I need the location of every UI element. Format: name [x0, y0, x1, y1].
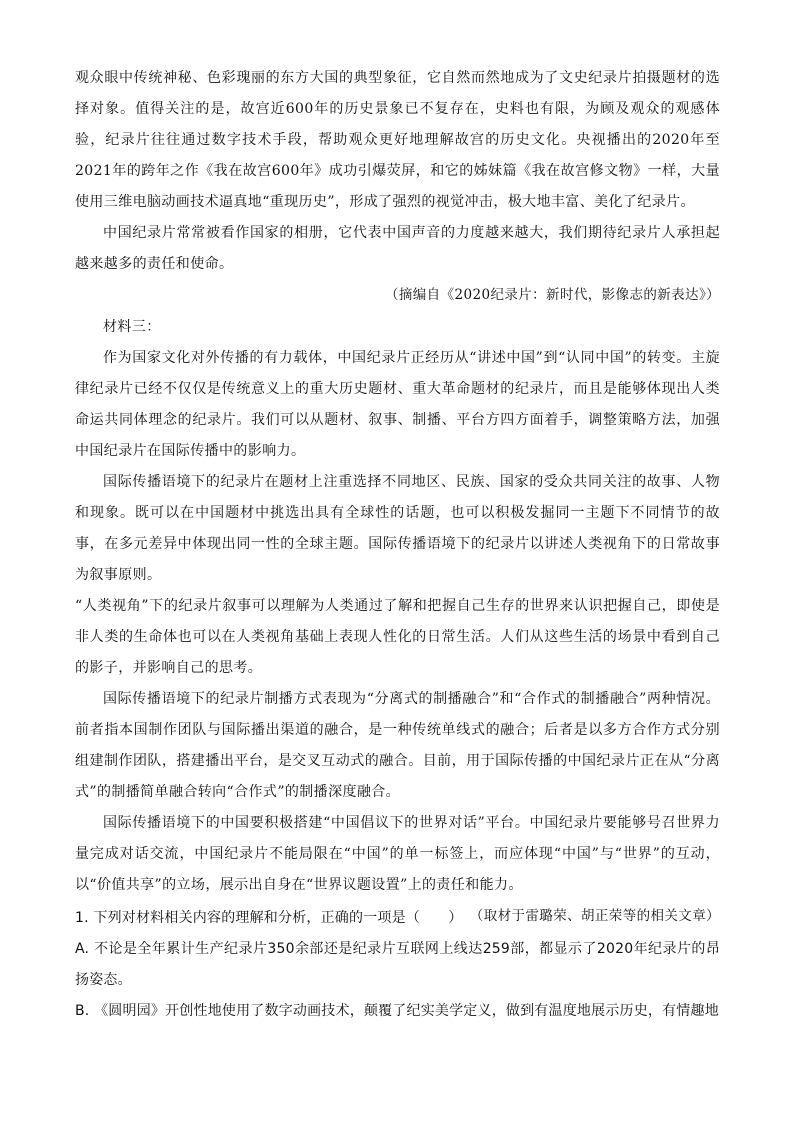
material-two-source: （摘编自《2020纪录片：新时代，影像志的新表达》） [384, 287, 720, 303]
material-two-text [75, 63, 720, 311]
option-b: B. 《圆明园》开创性地使用了数字动画技术，颠覆了纪实美学定义，做到有温度地展示历史，有情趣地 [75, 1003, 719, 1019]
material-three-text [75, 312, 720, 932]
material-three-paragraph-5: 国际传播语境下的中国要积极搭建“中国倡议下的世界对话”平台。中国纪录片要能够号召世界力量完成对话交流，中国纪录片不能局限在“中国”的单一标签上，而应体现“中国”与“世界”的互动，以“价值共享”的立场，展示出自身在“世界议题设置”上的责任和能力。 [75, 815, 720, 893]
material-two-paragraph-2: 中国纪录片常常被看作国家的相册，它代表中国声音的力度越来越大，我们期待纪录片人承担起越来越多的责任和使命。 [75, 225, 720, 272]
material-three-label: 材料三： [103, 319, 161, 335]
material-three-paragraph-2: 国际传播语境下的纪录片在题材上注重选择不同地区、民族、国家的受众共同关注的故事、人物和现象。既可以在中国题材中挑选出具有全球性的话题，也可以积极发掘同一主题下不同情节的故事，在多元差异中体现出同一性的全球主题。国际传播语境下的纪录片以讲述人类视角下的日常故事为叙事原则。 [75, 474, 720, 583]
material-three-paragraph-3: “人类视角”下的纪录片叙事可以理解为人类通过了解和把握自己生存的世界来认识把握自己，即使是非人类的生命体也可以在人类视角基础上表现人性化的日常生活。人们从这些生活的场景中看到自己的影子，并影响自己的思考。 [75, 598, 720, 676]
material-two-paragraph-continued: 观众眼中传统神秘、色彩瑰丽的东方大国的典型象征，它自然而然地成为了文史纪录片拍摄题材的选择对象。值得关注的是，故宫近600年的历史景象已不复存在，史料也有限，为顾及观众的观感体验，纪录片往往通过数字技术手段，帮助观众更好地理解故宫的历史文化。央视播出的2020年至2021年的跨年之作《我在故宫600年》成功引爆荧屏，和它的姊妹篇《我在故宫修文物》一样，大量使用三维电脑动画技术逼真地“重现历史”，形成了强烈的视觉冲击，极大地丰富、美化了纪录片。 [75, 70, 720, 210]
material-three-source: （取材于雷璐荣、胡正荣等的相关文章） [469, 908, 720, 924]
question-stem: 1. 下列对材料相关内容的理解和分析，正确的一项是（ ） [75, 910, 463, 926]
question-block [75, 903, 720, 1027]
material-three-paragraph-4: 国际传播语境下的纪录片制播方式表现为“分离式的制播融合”和“合作式的制播融合”两种情况。前者指本国制作团队与国际播出渠道的融合，是一种传统单线式的融合；后者是以多方合作方式分别组建制作团队，搭建播出平台，是交叉互动式的融合。目前，用于国际传播的中国纪录片正在从“分离式”的制播简单融合转向“合作式”的制播深度融合。 [75, 691, 720, 800]
material-three-paragraph-1: 作为国家文化对外传播的有力载体，中国纪录片正经历从“讲述中国”到“认同中国”的转变。主旋律纪录片已经不仅仅是传统意义上的重大历史题材、重大革命题材的纪录片，而且是能够体现出人类命运共同体理念的纪录片。我们可以从题材、叙事、制播、平台方四方面着手，调整策略方法，加强中国纪录片在国际传播中的影响力。 [75, 350, 720, 459]
option-a: A. 不论是全年累计生产纪录片350余部还是纪录片互联网上线达259部，都显示了2020年纪录片的昂扬姿态。 [75, 941, 720, 988]
